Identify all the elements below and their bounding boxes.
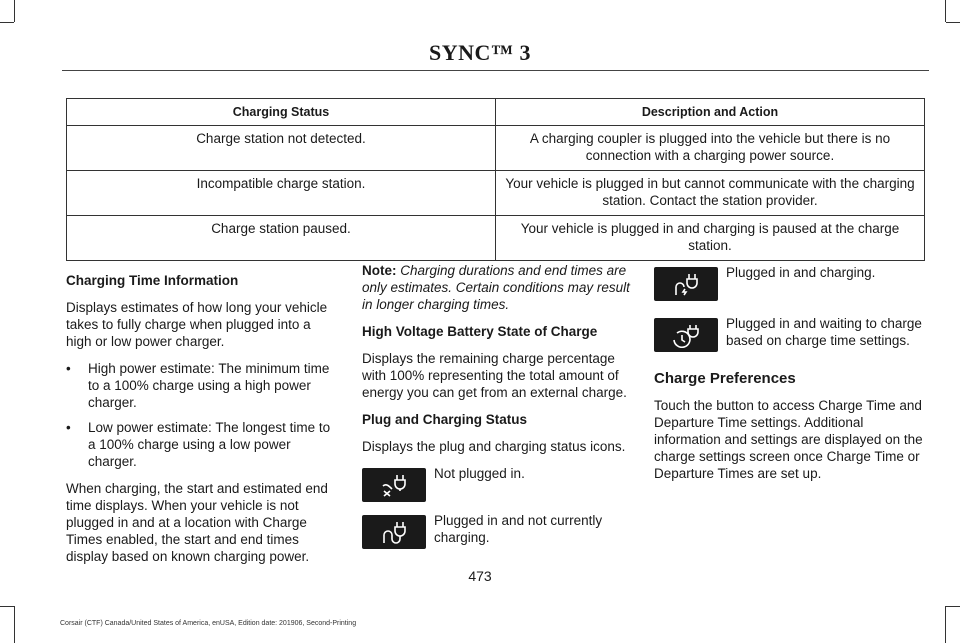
table-cell: Your vehicle is plugged in but cannot communicate with the charging station. Contact the station provider. [496, 171, 925, 216]
list-item-text: Low power estimate: The longest time to a 100% charge using a low power charger. [88, 420, 331, 469]
paragraph: Displays the remaining charge percentage with 100% representing the total amount of energy you can get from an external charge. [362, 351, 627, 400]
crop-mark [14, 606, 15, 643]
status-icon-row [654, 315, 926, 352]
left-column [66, 272, 338, 575]
bullet-glyph: • [66, 420, 71, 435]
plug-waiting-icon [654, 318, 718, 352]
section-heading: Charge Preferences [654, 370, 796, 387]
plug-not-plugged-icon [362, 468, 426, 502]
icon-label: Plugged in and waiting to charge based on charge time settings. [726, 316, 922, 348]
paragraph: Touch the button to access Charge Time and Departure Time settings. Additional information and settings are displayed on the charge settings screen once Charge Time or Departure Times are set up. [654, 398, 923, 481]
paragraph: When charging, the start and estimated end time displays. When your vehicle is not plugged in and at a location with Charge Times enabled, the start and end times display based on known charging power. [66, 481, 328, 564]
table-cell: Charge station not detected. [67, 126, 496, 171]
note-label: Note: [362, 263, 397, 278]
bullet-list [66, 360, 338, 470]
table-row [67, 216, 925, 261]
crop-mark [946, 22, 960, 23]
column-header: Charging Status [67, 99, 496, 126]
crop-mark [14, 0, 15, 22]
status-icon-row [654, 264, 926, 301]
crop-mark [0, 606, 14, 607]
crop-mark [0, 22, 14, 23]
table-cell: Your vehicle is plugged in and charging is paused at the charge station. [496, 216, 925, 261]
right-column [654, 264, 926, 492]
table-cell: Charge station paused. [67, 216, 496, 261]
column-header: Description and Action [496, 99, 925, 126]
status-icon-row [362, 465, 634, 502]
footer-text: Corsair (CTF) Canada/United States of America, enUSA, Edition date: 201906, Second-Printing [60, 620, 357, 627]
icon-label: Plugged in and charging. [726, 265, 876, 280]
section-heading: High Voltage Battery State of Charge [362, 324, 598, 339]
table-header-row [67, 99, 925, 126]
list-item [66, 419, 338, 470]
paragraph: Displays the plug and charging status icons. [362, 439, 626, 454]
crop-mark [945, 0, 946, 22]
crop-mark [946, 606, 960, 607]
middle-column [362, 262, 634, 559]
plug-charging-icon [654, 267, 718, 301]
bullet-glyph: • [66, 361, 71, 376]
plug-not-charging-icon [362, 515, 426, 549]
page-number: 473 [468, 568, 492, 584]
note [362, 262, 634, 313]
section-heading: Charging Time Information [66, 273, 239, 288]
list-item [66, 360, 338, 411]
list-item-text: High power estimate: The minimum time to a 100% charge using a high power charger. [88, 361, 330, 410]
table-cell: A charging coupler is plugged into the vehicle but there is no connection with a charging power source. [496, 126, 925, 171]
icon-label: Plugged in and not currently charging. [434, 513, 603, 545]
table-cell: Incompatible charge station. [67, 171, 496, 216]
header-divider [62, 70, 929, 71]
table-row [67, 126, 925, 171]
section-heading: Plug and Charging Status [362, 412, 528, 427]
crop-mark [945, 606, 946, 643]
icon-label: Not plugged in. [434, 466, 525, 481]
status-icon-row [362, 512, 634, 549]
charging-status-table [66, 98, 925, 261]
page-title: SYNC™ 3 [429, 40, 531, 65]
table-row [67, 171, 925, 216]
paragraph: Displays estimates of how long your vehicle takes to fully charge when plugged into a high or low power charger. [66, 300, 328, 349]
note-text: Charging durations and end times are only estimates. Certain conditions may result in longer charging times. [362, 263, 630, 312]
